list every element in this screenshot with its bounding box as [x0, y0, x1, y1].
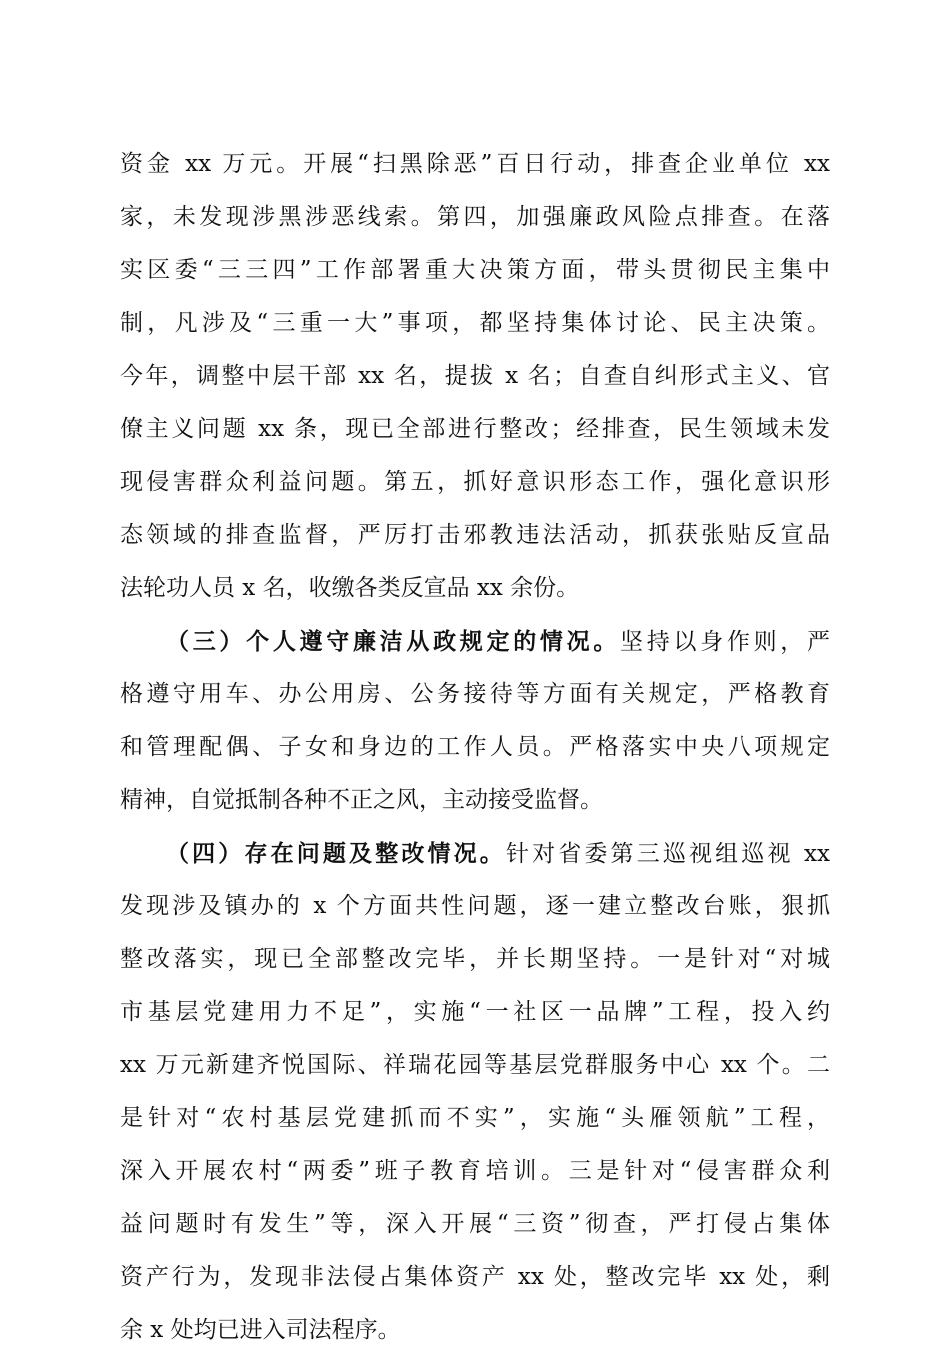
text-line: 态领域的排查监督，严厉打击邪教违法活动，抓获张贴反宣品 — [120, 522, 830, 548]
text-line: 整改落实，现已全部整改完毕，并长期坚持。一是针对“对城 — [120, 946, 830, 972]
text-line: 现侵害群众利益问题。第五，抓好意识形态工作，强化意识形 — [120, 469, 830, 495]
section-heading: （四）存在问题及整改情况。 — [166, 840, 506, 867]
section-three-first-line — [120, 615, 830, 668]
text-line: 僚主义问题 xx 条，现已全部进行整改；经排查，民生领域未发 — [120, 416, 830, 442]
section-text: 针对省委第三巡视组巡视 xx — [505, 841, 830, 867]
section-four-first-line — [120, 827, 830, 880]
text-line: 今年，调整中层干部 xx 名，提拔 x 名；自查自纠形式主义、官 — [120, 363, 830, 389]
text-line: 资金 xx 万元。开展“扫黑除恶”百日行动，排查企业单位 xx — [120, 151, 830, 177]
section-heading: （三）个人遵守廉洁从政规定的情况。 — [166, 628, 621, 655]
text-line: 是针对“农村基层党建抓而不实”，实施“头雁领航”工程， — [120, 1105, 830, 1131]
text-line: 制，凡涉及“三重一大”事项，都坚持集体讨论、民主决策。 — [120, 310, 830, 336]
text-line: 法轮功人员 x 名，收缴各类反宣品 xx 余份。 — [120, 575, 580, 601]
text-line: 实区委“三三四”工作部署重大决策方面，带头贯彻民主集中 — [120, 257, 830, 283]
text-line: 精神，自觉抵制各种不正之风，主动接受监督。 — [120, 787, 603, 813]
text-line: 格遵守用车、办公用房、公务接待等方面有关规定，严格教育 — [120, 681, 830, 707]
text-line: 益问题时有发生”等，深入开展“三资”彻查，严打侵占集体 — [120, 1211, 830, 1237]
text-line: 发现涉及镇办的 x 个方面共性问题，逐一建立整改台账，狠抓 — [120, 893, 830, 919]
text-line: 余 x 处均已进入司法程序。 — [120, 1317, 401, 1343]
text-line: 家，未发现涉黑涉恶线索。第四，加强廉政风险点排查。在落 — [120, 204, 830, 230]
text-line: 市基层党建用力不足”，实施“一社区一品牌”工程，投入约 — [120, 999, 830, 1025]
text-line: 资产行为，发现非法侵占集体资产 xx 处，整改完毕 xx 处，剩 — [120, 1264, 830, 1290]
document-body — [120, 138, 830, 1357]
text-line: 深入开展农村“两委”班子教育培训。三是针对“侵害群众利 — [120, 1158, 830, 1184]
text-line: 和管理配偶、子女和身边的工作人员。严格落实中央八项规定 — [120, 734, 830, 760]
section-text: 坚持以身作则，严 — [620, 629, 831, 655]
text-line: xx 万元新建齐悦国际、祥瑞花园等基层党群服务中心 xx 个。二 — [120, 1052, 830, 1078]
